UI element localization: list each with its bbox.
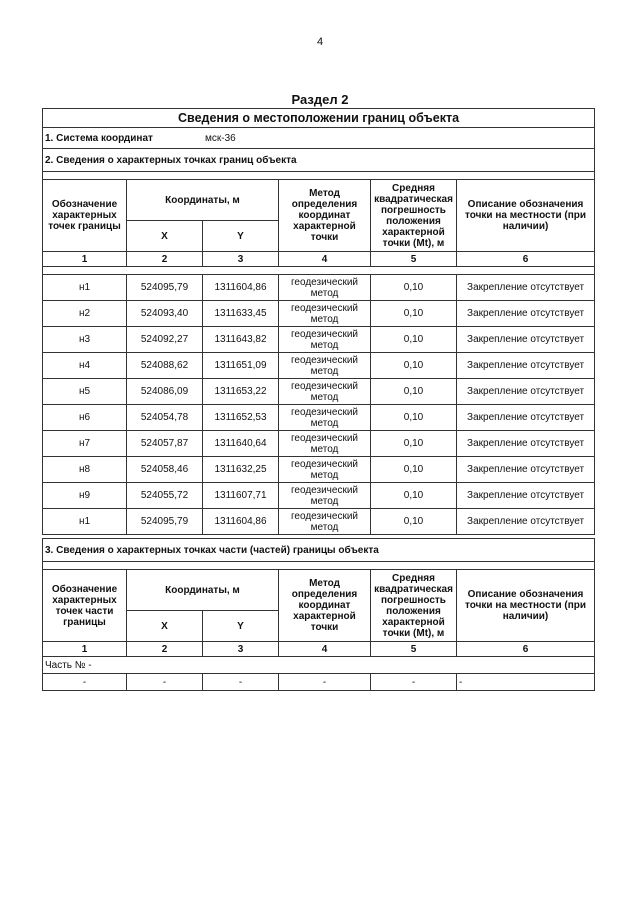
table-row [43,379,595,405]
point-y: 1311607,71 [203,483,279,509]
table-row [43,327,595,353]
header-desc: Описание обозначения точки на местности (при наличии) [457,180,595,252]
point-x: 524095,79 [127,509,203,535]
boundary-table [42,108,595,535]
point-method: геодезический метод [279,275,371,301]
table-row [43,483,595,509]
spacer-row [43,562,595,570]
header-error: Средняя квадратическая погрешность положения характерной точки (Mt), м [371,180,457,252]
point-mt: 0,10 [371,275,457,301]
col-number: 4 [279,252,371,267]
part-cell: - [127,674,203,691]
point-desc: Закрепление отсутствует [457,275,595,301]
point-y: 1311640,64 [203,431,279,457]
point-name: н7 [43,431,127,457]
point-x: 524054,78 [127,405,203,431]
point-desc: Закрепление отсутствует [457,379,595,405]
point-desc: Закрепление отсутствует [457,431,595,457]
table-row [43,275,595,301]
part-cell: - [279,674,371,691]
point-mt: 0,10 [371,379,457,405]
point-y: 1311633,45 [203,301,279,327]
point-x: 524055,72 [127,483,203,509]
coord-system-value: мск-36 [205,132,236,144]
table-row [43,457,595,483]
point-y: 1311643,82 [203,327,279,353]
point-method: геодезический метод [279,353,371,379]
header-y: Y [203,611,279,642]
spacer-row [43,267,595,275]
col-number: 1 [43,642,127,657]
point-desc: Закрепление отсутствует [457,353,595,379]
section3-title: 3. Сведения о характерных точках части (частей) границы объекта [43,539,595,562]
point-x: 524086,09 [127,379,203,405]
col-number: 6 [457,252,595,267]
point-x: 524095,79 [127,275,203,301]
point-method: геодезический метод [279,509,371,535]
table-row [43,509,595,535]
point-name: н2 [43,301,127,327]
header-y: Y [203,221,279,252]
page-number: 4 [316,36,324,48]
header-method: Метод определения координат характерной точки [279,570,371,642]
table-row [43,301,595,327]
point-name: н1 [43,509,127,535]
point-method: геодезический метод [279,405,371,431]
point-desc: Закрепление отсутствует [457,301,595,327]
point-y: 1311604,86 [203,509,279,535]
point-desc: Закрепление отсутствует [457,405,595,431]
part-boundary-table [42,538,595,691]
header-point: Обозначение характерных точек границы [43,180,127,252]
point-x: 524088,62 [127,353,203,379]
header-x: X [127,221,203,252]
section-title: Раздел 2 [291,92,349,107]
col-number: 4 [279,642,371,657]
point-method: геодезический метод [279,379,371,405]
point-y: 1311652,53 [203,405,279,431]
point-desc: Закрепление отсутствует [457,483,595,509]
point-x: 524058,46 [127,457,203,483]
point-name: н5 [43,379,127,405]
part-cell: - [43,674,127,691]
col-number: 3 [203,642,279,657]
point-name: н4 [43,353,127,379]
table-row [43,353,595,379]
point-y: 1311604,86 [203,275,279,301]
point-method: геодезический метод [279,301,371,327]
point-y: 1311632,25 [203,457,279,483]
header-desc: Описание обозначения точки на местности (при наличии) [457,570,595,642]
point-mt: 0,10 [371,509,457,535]
header-method: Метод определения координат характерной точки [279,180,371,252]
coord-system-label: 1. Система координат [45,132,153,144]
col-number: 2 [127,642,203,657]
point-name: н6 [43,405,127,431]
point-desc: Закрепление отсутствует [457,509,595,535]
point-x: 524093,40 [127,301,203,327]
point-method: геодезический метод [279,431,371,457]
point-name: н1 [43,275,127,301]
point-name: н8 [43,457,127,483]
point-method: геодезический метод [279,483,371,509]
point-x: 524092,27 [127,327,203,353]
part-cell: - [457,674,595,691]
point-mt: 0,10 [371,353,457,379]
point-mt: 0,10 [371,483,457,509]
table-row [43,674,595,691]
point-x: 524057,87 [127,431,203,457]
part-cell: - [203,674,279,691]
header-x: X [127,611,203,642]
col-number: 2 [127,252,203,267]
col-number: 6 [457,642,595,657]
part-label: Часть № - [43,657,595,674]
table-row [43,405,595,431]
col-number: 3 [203,252,279,267]
coord-system-row [43,128,595,149]
header-coords: Координаты, м [127,180,279,221]
point-mt: 0,10 [371,327,457,353]
header-coords: Координаты, м [127,570,279,611]
point-mt: 0,10 [371,301,457,327]
header-point-part: Обозначение характерных точек части границы [43,570,127,642]
point-y: 1311651,09 [203,353,279,379]
point-mt: 0,10 [371,431,457,457]
col-number: 5 [371,642,457,657]
point-method: геодезический метод [279,457,371,483]
point-y: 1311653,22 [203,379,279,405]
spacer-row [43,172,595,180]
point-mt: 0,10 [371,457,457,483]
table-row [43,431,595,457]
point-name: н9 [43,483,127,509]
part-cell: - [371,674,457,691]
point-desc: Закрепление отсутствует [457,457,595,483]
point-desc: Закрепление отсутствует [457,327,595,353]
section2-title: 2. Сведения о характерных точках границ объекта [43,149,595,172]
col-number: 5 [371,252,457,267]
table-title: Сведения о местоположении границ объекта [43,109,595,128]
point-method: геодезический метод [279,327,371,353]
point-mt: 0,10 [371,405,457,431]
header-error: Средняя квадратическая погрешность положения характерной точки (Mt), м [371,570,457,642]
point-name: н3 [43,327,127,353]
col-number: 1 [43,252,127,267]
